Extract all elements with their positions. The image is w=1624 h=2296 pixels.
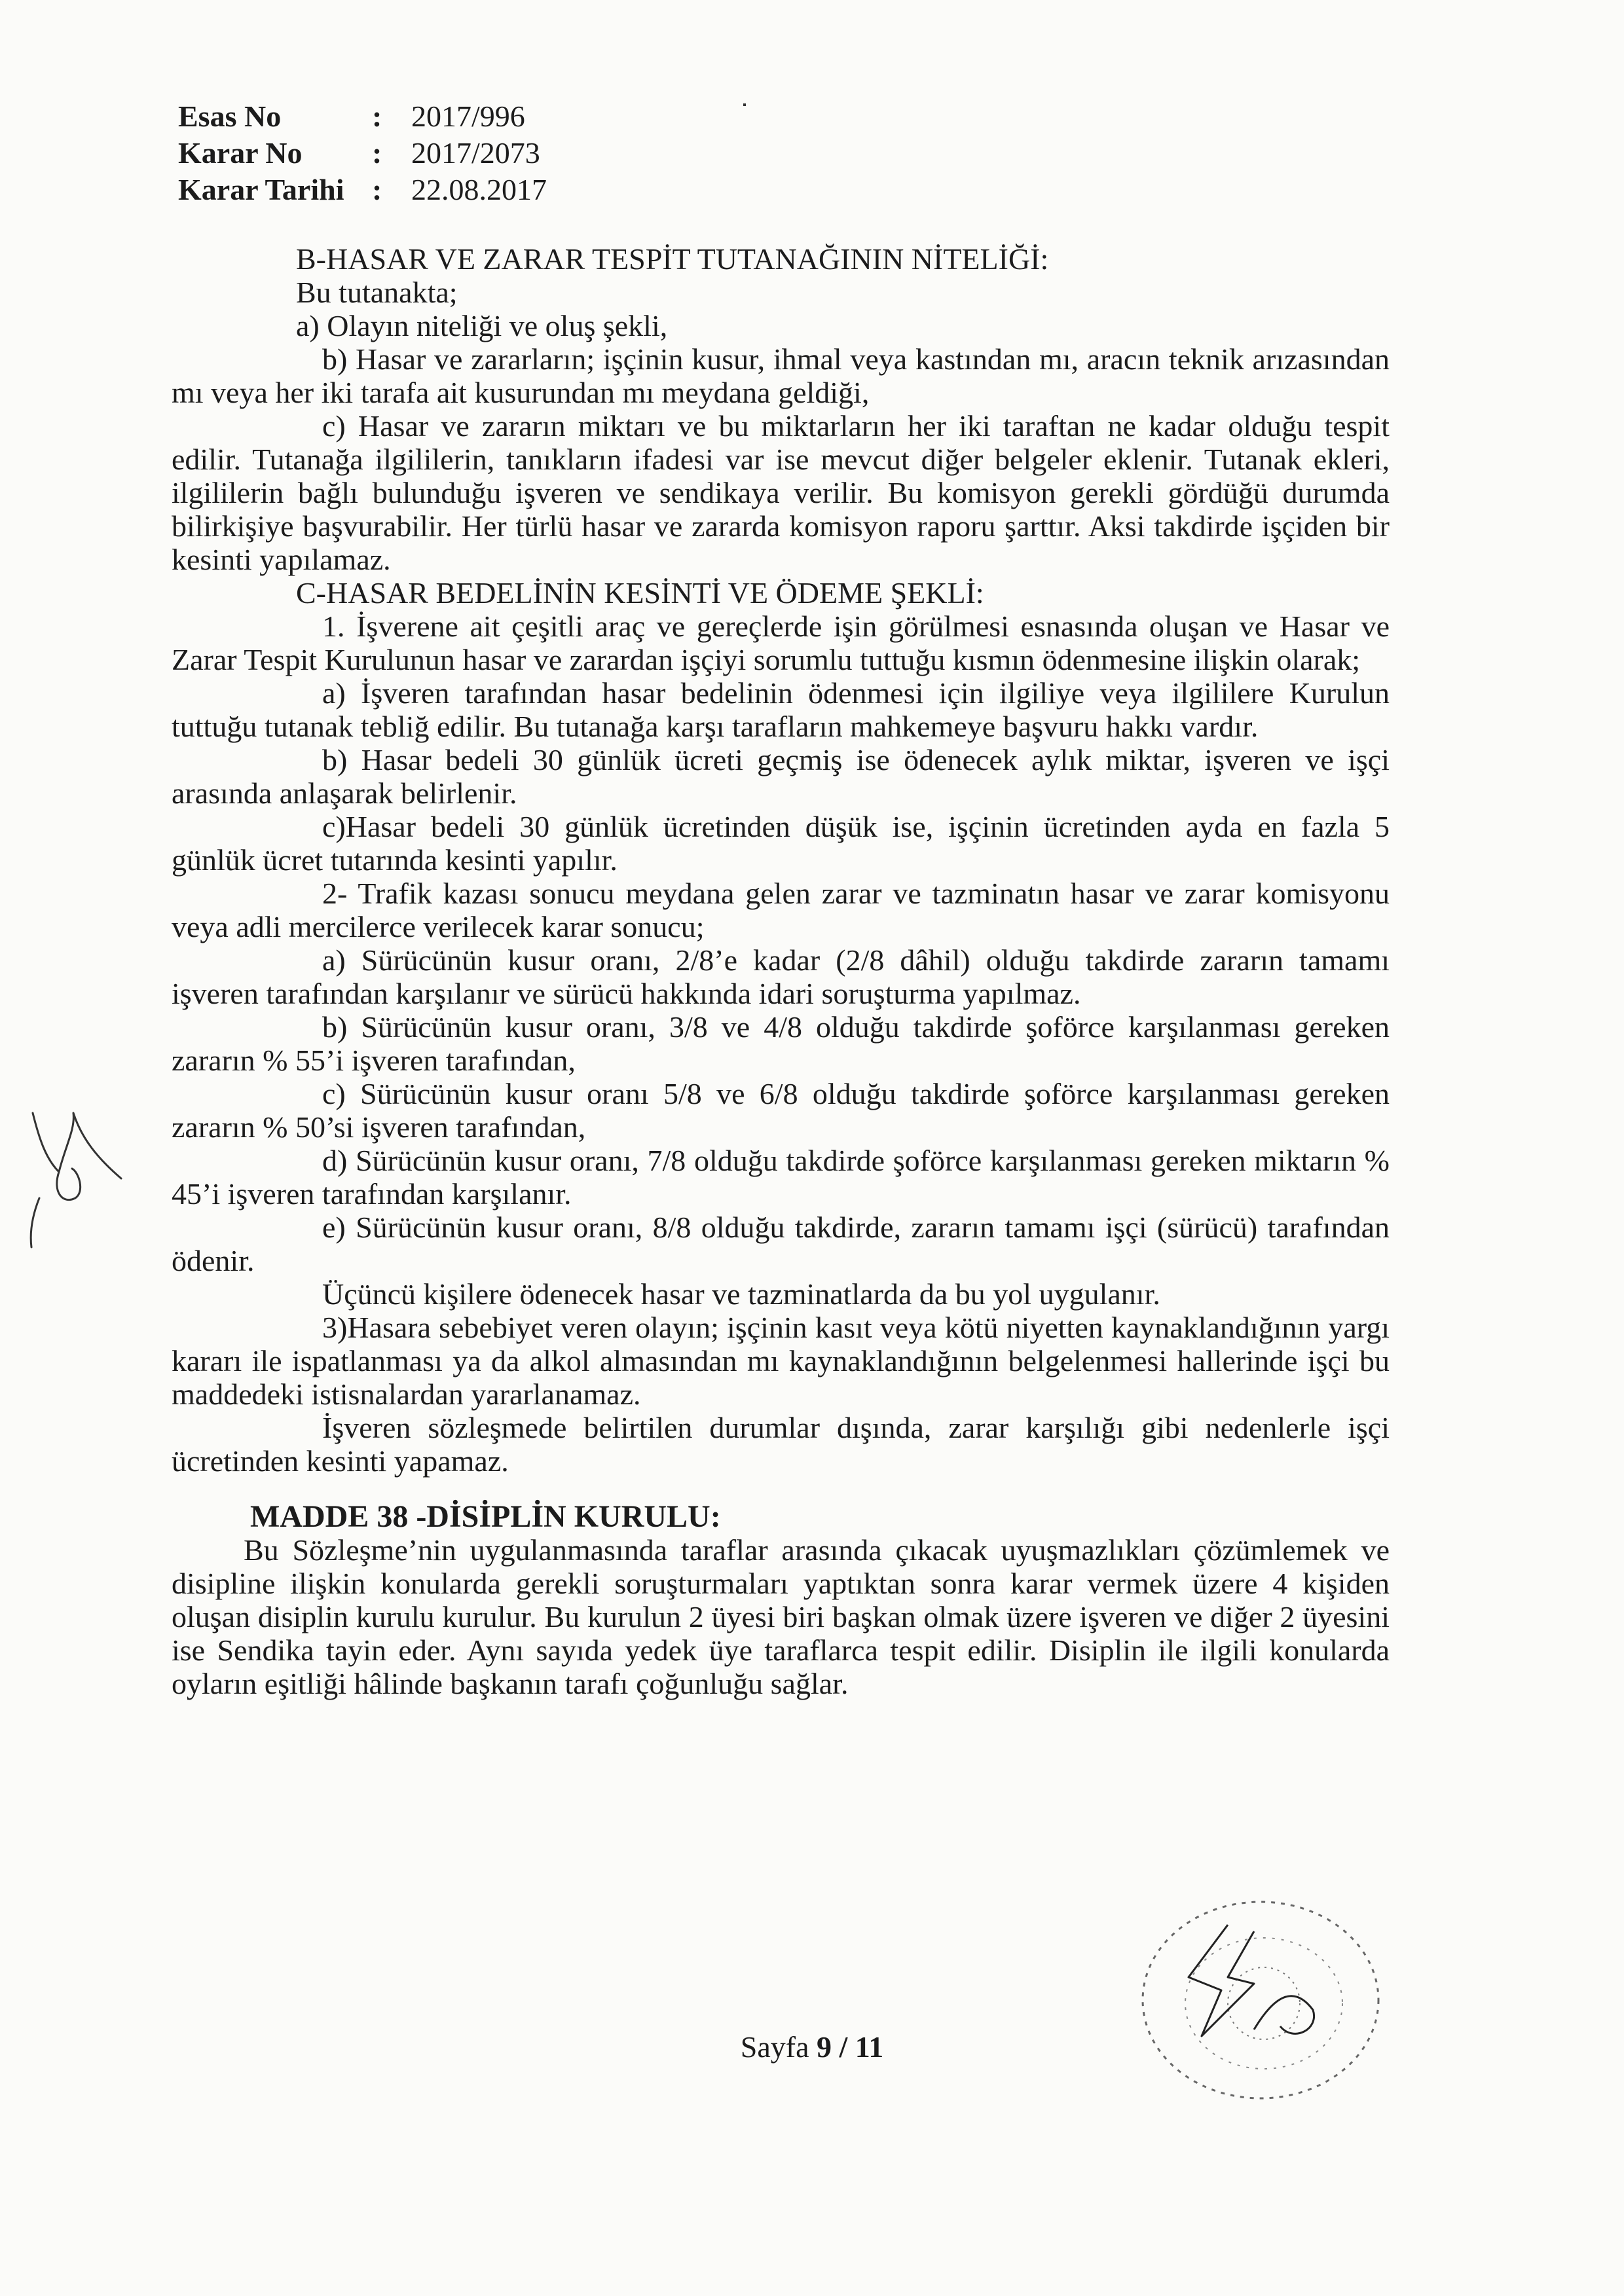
- karar-label: Karar No: [178, 136, 303, 170]
- section-c-p2e: e) Sürücünün kusur oranı, 8/8 olduğu takdirde, zararın tamamı işçi (sürücü) tarafından ödenir.: [172, 1211, 1390, 1277]
- section-c-p2d: d) Sürücünün kusur oranı, 7/8 olduğu takdirde şoförce karşılanması gereken miktarın % 45’i işveren tarafından karşılanır.: [172, 1144, 1390, 1211]
- section-c-p1a: a) İşveren tarafından hasar bedelinin ödenmesi için ilgiliye veya ilgililere Kurulun tuttuğu tutanak tebliğ edilir. Bu tutanağa karşı tarafların mahkemeye başvuru hakkı vardır.: [172, 676, 1390, 743]
- section-b-item-a: a) Olayın niteliği ve oluş şekli,: [296, 309, 668, 342]
- tarih-row: [178, 172, 547, 208]
- tarih-colon: :: [372, 173, 382, 206]
- karar-row: [178, 135, 547, 172]
- esas-row: [178, 98, 547, 135]
- official-stamp-icon: [1123, 1886, 1398, 2121]
- section-c-p2b: b) Sürücünün kusur oranı, 3/8 ve 4/8 olduğu takdirde şoförce karşılanması gereken zararın % 55’i işveren tarafından,: [172, 1010, 1390, 1077]
- esas-label: Esas No: [178, 100, 282, 133]
- section-c-p1b: b) Hasar bedeli 30 günlük ücreti geçmiş ise ödenecek aylık miktar, işveren ve işçi arasında anlaşarak belirlenir.: [172, 743, 1390, 810]
- section-b-intro: Bu tutanakta;: [296, 276, 458, 309]
- page-label: Sayfa: [740, 2030, 817, 2064]
- document-body: [172, 242, 1390, 1700]
- section-c-p2f: Üçüncü kişilere ödenecek hasar ve tazminatlarda da bu yol uygulanır.: [322, 1277, 1160, 1311]
- section-c-p3: 3)Hasara sebebiyet veren olayın; işçinin kasıt veya kötü niyetten kaynaklandığının yargı kararı ile ispatlanması ya da alkol almasından mı kaynaklandığının belgelenmesi hallerinde işçi bu maddedeki istisnalardan yararlanamaz.: [172, 1311, 1390, 1411]
- karar-value: 2017/2073: [411, 136, 540, 170]
- esas-colon: :: [372, 100, 382, 133]
- page-number: 9 / 11: [817, 2030, 884, 2064]
- tarih-label: Karar Tarihi: [178, 173, 344, 206]
- section-c-p2: 2- Trafik kazası sonucu meydana gelen zarar ve tazminatın hasar ve zarar komisyonu veya adli mercilerce verilecek karar sonucu;: [172, 877, 1390, 943]
- madde-38-text: Bu Sözleşme’nin uygulanmasında taraflar arasında çıkacak uyuşmazlıkları çözümlemek ve disipline ilişkin konularda gerekli soruşturmaları yaptıktan sonra karar vermek üzere 4 kişiden oluşan disiplin kurulu kurulur. Bu kurulun 2 üyesi biri başkan olmak üzere işveren ve diğer 2 üyesini ise Sendika tayin eder. Aynı sayıda yedek üye taraflarca tespit edilir. Disiplin ile ilgili konularda oyların eşitliği hâlinde başkanın tarafı çoğunluğu sağlar.: [172, 1533, 1390, 1700]
- section-c-title: C-HASAR BEDELİNİN KESİNTİ VE ÖDEME ŞEKLİ:: [296, 576, 984, 610]
- margin-signature-icon: [13, 1100, 124, 1250]
- esas-value: 2017/996: [411, 100, 525, 133]
- section-b-item-c: c) Hasar ve zararın miktarı ve bu miktarların her iki taraftan ne kadar olduğu tespit edilir. Tutanağa ilgililerin, tanıkların ifadesi var ise mevcut diğer belgeler eklenir. Tutanak ekleri, ilgililerin bağlı bulunduğu işveren ve sendikaya verilir. Bu komisyon gerekli gördüğü durumda bilirkişiye başvurabilir. Her türlü hasar ve zararda komisyon raporu şarttır. Aksi takdirde işçiden bir kesinti yapılamaz.: [172, 409, 1390, 576]
- section-b-item-b: b) Hasar ve zararların; işçinin kusur, ihmal veya kastından mı, aracın teknik arızasından mı veya her iki tarafa ait kusurundan mı meydana geldiği,: [172, 342, 1390, 409]
- section-c-p1: 1. İşverene ait çeşitli araç ve gereçlerde işin görülmesi esnasında oluşan ve Hasar ve Zarar Tespit Kurulunun hasar ve zarardan işçiyi sorumlu tuttuğu kısmın ödenmesine ilişkin olarak;: [172, 610, 1390, 676]
- section-c-p2a: a) Sürücünün kusur oranı, 2/8’e kadar (2/8 dâhil) olduğu takdirde zararın tamamı işveren tarafından karşılanır ve sürücü hakkında idari soruşturma yapılmaz.: [172, 943, 1390, 1010]
- tarih-value: 22.08.2017: [411, 173, 547, 206]
- section-b-title: B-HASAR VE ZARAR TESPİT TUTANAĞININ NİTELİĞİ:: [296, 242, 1049, 276]
- karar-colon: :: [372, 136, 382, 170]
- ink-dot: [743, 103, 746, 106]
- case-header: [178, 98, 547, 208]
- section-c-p1c: c)Hasar bedeli 30 günlük ücretinden düşük ise, işçinin ücretinden ayda en fazla 5 günlük ücret tutarında kesinti yapılır.: [172, 810, 1390, 877]
- madde-38-title: MADDE 38 -DİSİPLİN KURULU:: [250, 1499, 721, 1534]
- section-c-p4: İşveren sözleşmede belirtilen durumlar dışında, zarar karşılığı gibi nedenlerle işçi ücretinden kesinti yapamaz.: [172, 1411, 1390, 1478]
- section-c-p2c: c) Sürücünün kusur oranı 5/8 ve 6/8 olduğu takdirde şoförce karşılanması gereken zararın % 50’si işveren tarafından,: [172, 1077, 1390, 1144]
